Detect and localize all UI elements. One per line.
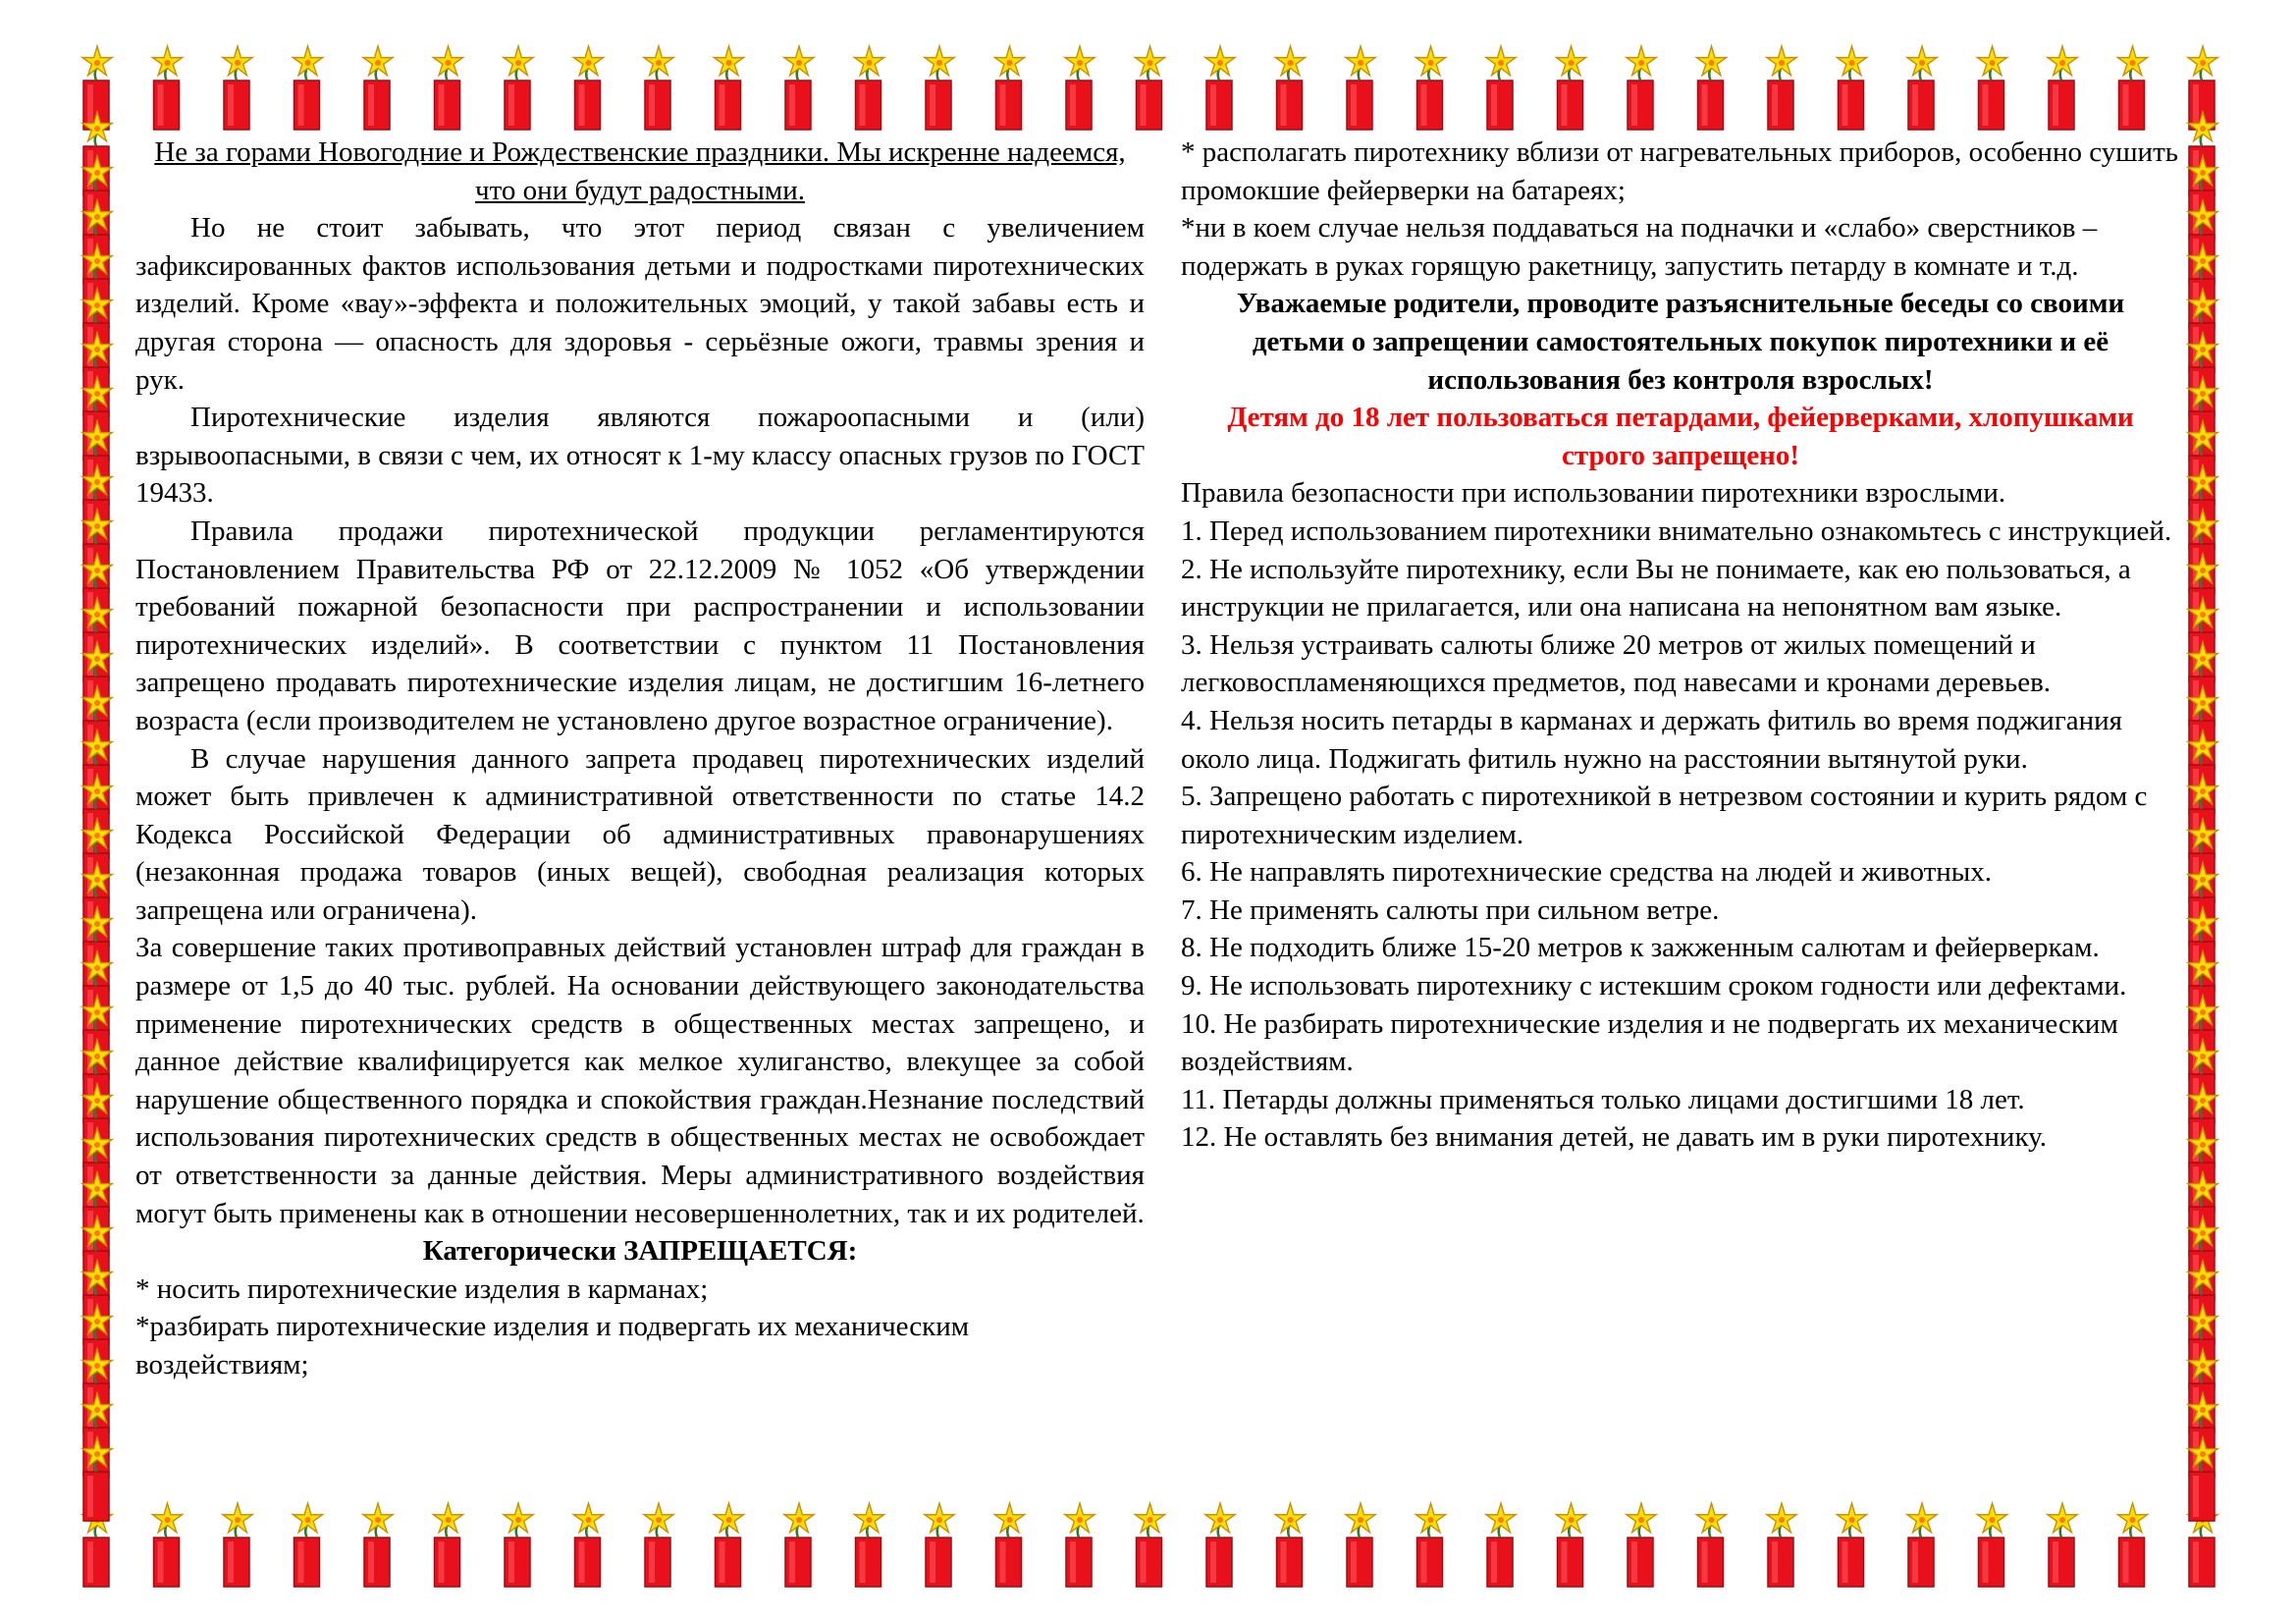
firecracker-icon — [994, 46, 1024, 130]
firecracker-icon — [82, 731, 112, 814]
firecracker-icon — [82, 1217, 112, 1300]
firecracker-icon — [1135, 1503, 1164, 1587]
firecracker-icon — [2188, 46, 2217, 130]
firecracker-icon — [1907, 46, 1937, 130]
firecracker-icon — [2188, 1261, 2217, 1344]
firecracker-icon — [1415, 46, 1445, 130]
firecracker-icon — [82, 112, 112, 195]
firecracker-icon — [2188, 1128, 2217, 1212]
firecracker-icon — [2048, 46, 2077, 130]
rule-item: 7. Не применять салюты при сильном ветре. — [1181, 893, 1720, 926]
parents-appeal: Уважаемые родители, проводите разъяснительные беседы со своими детьми о запрещении самостоятельных покупок пиротехники и её использования без контроля взрослых! — [1236, 288, 2125, 396]
firecracker-icon — [1556, 46, 1585, 130]
firecracker-icon — [82, 951, 112, 1035]
firecracker-icon — [2188, 775, 2217, 858]
firecracker-icon — [82, 1305, 112, 1388]
firecracker-icon — [2188, 377, 2217, 460]
firecracker-icon — [925, 1503, 954, 1587]
firecracker-icon — [1275, 46, 1305, 130]
firecracker-icon — [82, 510, 112, 593]
firecracker-icon — [2188, 1040, 2217, 1123]
firecracker-icon — [573, 46, 603, 130]
paragraph-hazard-class: Пиротехнические изделия являются пожароопасными и (или) взрывоопасными, в связи с чем, их относят к 1-му классу опасных грузов по ГОСТ 19433. — [135, 402, 1145, 510]
firecracker-icon — [1065, 1503, 1095, 1587]
rule-item: 5. Запрещено работать с пиротехникой в нетрезвом состоянии и курить рядом с пиротехническим изделием. — [1181, 781, 2148, 850]
paragraph-fine: За совершение таких противоправных действий установлен штраф для граждан в размере от 1,5 до 40 тыс. рублей. На основании действующего законодательства применение пиротехнических средств в общественных местах запрещено, и данное действие квалифицируется как мелкое хулиганство, влекущее за собой нарушение общественного порядка и спокойствия граждан.Незнание последствий использования пиротехнических средств в общественных местах не освобождает от ответственности за данные действия. Меры административного воздействия могут быть применены как в отношении несовершеннолетних, так и их родителей. — [135, 932, 1145, 1229]
firecracker-icon — [2188, 244, 2217, 328]
firecracker-icon — [82, 1393, 112, 1477]
forbidden-item: * располагать пиротехнику вблизи от нагревательных приборов, особенно сушить промокшие фейерверки на батареях; — [1181, 136, 2178, 206]
firecracker-icon — [2188, 686, 2217, 770]
firecracker-icon — [2048, 1503, 2077, 1587]
firecracker-icon — [82, 1503, 112, 1587]
firecracker-icon — [1346, 46, 1375, 130]
firecracker-icon — [433, 1503, 462, 1587]
firecracker-icon — [82, 1040, 112, 1123]
firecracker-icon — [1415, 1503, 1445, 1587]
firecracker-icon — [1696, 46, 1726, 130]
firecracker-icon — [82, 200, 112, 284]
firecracker-icon — [82, 1261, 112, 1344]
rule-item: 3. Нельзя устраивать салюты ближе 20 метров от жилых помещений и легковоспламеняющихся предметов, под навесами и кронами деревьев. — [1181, 628, 2052, 699]
firecracker-icon — [2188, 200, 2217, 284]
firecracker-icon — [82, 819, 112, 902]
rule-item: 12. Не оставлять без внимания детей, не давать им в руки пиротехнику. — [1181, 1121, 2047, 1154]
firecracker-icon — [2188, 333, 2217, 416]
firecracker-icon — [2188, 1217, 2217, 1300]
forbidden-heading: Категорически ЗАПРЕЩАЕТСЯ: — [422, 1235, 858, 1268]
firecracker-icon — [82, 1437, 112, 1521]
firecracker-icon — [363, 46, 393, 130]
forbidden-item: *ни в коем случае нельзя поддаваться на подначки и «слабо» сверстников – подержать в руках горящую ракетницу, запустить петарду в комнате и т.д. — [1181, 212, 2098, 282]
forbidden-item: * носить пиротехнические изделия в карманах; — [135, 1272, 709, 1305]
firecracker-icon — [2188, 907, 2217, 991]
firecracker-icon — [2188, 731, 2217, 814]
firecracker-icon — [82, 244, 112, 328]
firecracker-icon — [2188, 510, 2217, 593]
firecracker-icon — [2188, 819, 2217, 902]
rules-heading: Правила безопасности при использовании пиротехники взрослыми. — [1181, 477, 2006, 510]
firecracker-icon — [854, 1503, 883, 1587]
firecracker-icon — [223, 46, 252, 130]
firecracker-icon — [82, 996, 112, 1079]
firecracker-icon — [2188, 1393, 2217, 1477]
firecracker-icon — [82, 1172, 112, 1256]
firecracker-icon — [504, 1503, 533, 1587]
firecracker-icon — [82, 863, 112, 947]
firecracker-icon — [82, 642, 112, 726]
firecracker-icon — [82, 1084, 112, 1167]
firecracker-icon — [433, 46, 462, 130]
firecracker-icon — [644, 46, 673, 130]
firecracker-icon — [82, 377, 112, 460]
firecracker-icon — [1977, 46, 2006, 130]
firecracker-icon — [82, 598, 112, 681]
paragraph-sale-rules: Правила продажи пиротехнической продукции регламентируются Постановлением Правительства РФ от 22.12.2009 № 1052 «Об утверждении требований пожарной безопасности при распространении и использовании пиротехнических изделий». В соответствии с пунктом 11 Постановления запрещено продавать пиротехнические изделия лицам, не достигшим 16-летнего возраста (если производителем не установлено другое возрастное ограничение). — [135, 514, 1145, 736]
firecracker-icon — [1837, 1503, 1866, 1587]
firecracker-icon — [82, 421, 112, 505]
firecracker-icon — [82, 907, 112, 991]
firecracker-icon — [573, 1503, 603, 1587]
paragraph-liability: В случае нарушения данного запрета продавец пиротехнических изделий может быть привлечен к административной ответственности по статье 14.2 Кодекса Российской Федерации об административных правонарушениях (незаконная продажа товаров (иных вещей), свободная реализация которых запрещена или ограничена). — [135, 742, 1145, 926]
firecracker-icon — [2188, 1437, 2217, 1521]
firecracker-icon — [2188, 421, 2217, 505]
firecracker-icon — [1205, 46, 1235, 130]
firecracker-icon — [2188, 156, 2217, 240]
firecracker-icon — [2188, 996, 2217, 1079]
left-column — [135, 134, 1145, 1384]
firecracker-icon — [854, 46, 883, 130]
rule-item: 9. Не использовать пиротехнику с истекшим сроком годности или дефектами. — [1181, 970, 2127, 1002]
firecracker-icon — [82, 156, 112, 240]
firecracker-icon — [82, 465, 112, 549]
rule-item: 6. Не направлять пиротехнические средства на людей и животных. — [1181, 856, 1993, 889]
firecracker-icon — [1065, 46, 1095, 130]
firecracker-icon — [82, 554, 112, 637]
firecracker-icon — [2188, 1172, 2217, 1256]
firecracker-icon — [1767, 46, 1796, 130]
firecracker-icon — [82, 775, 112, 858]
firecracker-icon — [2188, 598, 2217, 681]
firecracker-icon — [2188, 1503, 2217, 1587]
rule-item: 10. Не разбирать пиротехнические изделия и не подвергать их механическим воздействиям. — [1181, 1007, 2118, 1078]
firecracker-icon — [2188, 112, 2217, 195]
firecracker-icon — [2188, 951, 2217, 1035]
intro-heading: Не за горами Новогодние и Рождественские праздники. Мы искренне надеемся, что они будут радостными. — [154, 136, 1126, 206]
firecracker-icon — [363, 1503, 393, 1587]
firecracker-icon — [1205, 1503, 1235, 1587]
firecracker-icon — [2188, 1084, 2217, 1167]
firecracker-icon — [994, 1503, 1024, 1587]
firecracker-icon — [504, 46, 533, 130]
firecracker-icon — [1486, 46, 1516, 130]
firecracker-icon — [82, 686, 112, 770]
firecracker-icon — [1767, 1503, 1796, 1587]
firecracker-icon — [1977, 1503, 2006, 1587]
firecracker-icon — [82, 46, 112, 130]
children-warning: Детям до 18 лет пользоваться петардами, фейерверками, хлопушками строго запрещено! — [1227, 402, 2134, 471]
firecracker-icon — [1486, 1503, 1516, 1587]
firecracker-icon — [2188, 465, 2217, 549]
firecracker-icon — [1696, 1503, 1726, 1587]
firecracker-icon — [1837, 46, 1866, 130]
firecracker-icon — [82, 1128, 112, 1212]
forbidden-item: *разбирать пиротехнические изделия и подвергать их механическим воздействиям; — [135, 1311, 970, 1380]
firecracker-icon — [784, 46, 814, 130]
rule-item: 2. Не используйте пиротехнику, если Вы не понимаете, как ею пользоваться, а инструкции не прилагается, или она написана на непонятном вам языке. — [1181, 553, 2131, 623]
firecracker-icon — [152, 46, 182, 130]
safety-rules-list — [1181, 513, 2180, 1157]
firecracker-icon — [2188, 863, 2217, 947]
firecracker-icon — [1275, 1503, 1305, 1587]
firecracker-icon — [784, 1503, 814, 1587]
firecracker-icon — [2188, 642, 2217, 726]
firecracker-icon — [644, 1503, 673, 1587]
firecracker-icon — [2117, 1503, 2147, 1587]
rule-item: 8. Не подходить ближе 15-20 метров к зажженным салютам и фейерверкам. — [1181, 932, 2100, 964]
right-column — [1181, 134, 2180, 1157]
firecracker-icon — [2188, 289, 2217, 372]
firecracker-icon — [2117, 46, 2147, 130]
firecracker-icon — [1627, 46, 1656, 130]
firecracker-icon — [1556, 1503, 1585, 1587]
firecracker-icon — [2188, 1349, 2217, 1433]
firecracker-icon — [1135, 46, 1164, 130]
firecracker-icon — [293, 1503, 322, 1587]
firecracker-icon — [714, 1503, 743, 1587]
rule-item: 4. Нельзя носить петарды в карманах и держать фитиль во время поджигания около лица. Поджигать фитиль нужно на расстоянии вытянутой руки. — [1181, 704, 2122, 775]
firecracker-icon — [2188, 1305, 2217, 1388]
firecracker-icon — [152, 1503, 182, 1587]
firecracker-icon — [1907, 1503, 1937, 1587]
firecracker-icon — [223, 1503, 252, 1587]
firecracker-icon — [82, 1349, 112, 1433]
rule-item: 1. Перед использованием пиротехники внимательно ознакомьтесь с инструкцией. — [1181, 514, 2172, 547]
firecracker-icon — [82, 289, 112, 372]
firecracker-icon — [1346, 1503, 1375, 1587]
firecracker-icon — [714, 46, 743, 130]
firecracker-icon — [82, 333, 112, 416]
firecracker-icon — [1627, 1503, 1656, 1587]
rule-item: 11. Петарды должны применяться только лицами достигшими 18 лет. — [1181, 1083, 2025, 1115]
firecracker-icon — [2188, 554, 2217, 637]
firecracker-icon — [293, 46, 322, 130]
firecracker-icon — [925, 46, 954, 130]
paragraph-danger: Но не стоит забывать, что этот период связан с увеличением зафиксированных фактов использования детьми и подростками пиротехнических изделий. Кроме «вау»-эффекта и положительных эмоций, у такой забавы есть и другая сторона — опасность для здоровья - серьёзные ожоги, травмы зрения и рук. — [135, 212, 1145, 396]
